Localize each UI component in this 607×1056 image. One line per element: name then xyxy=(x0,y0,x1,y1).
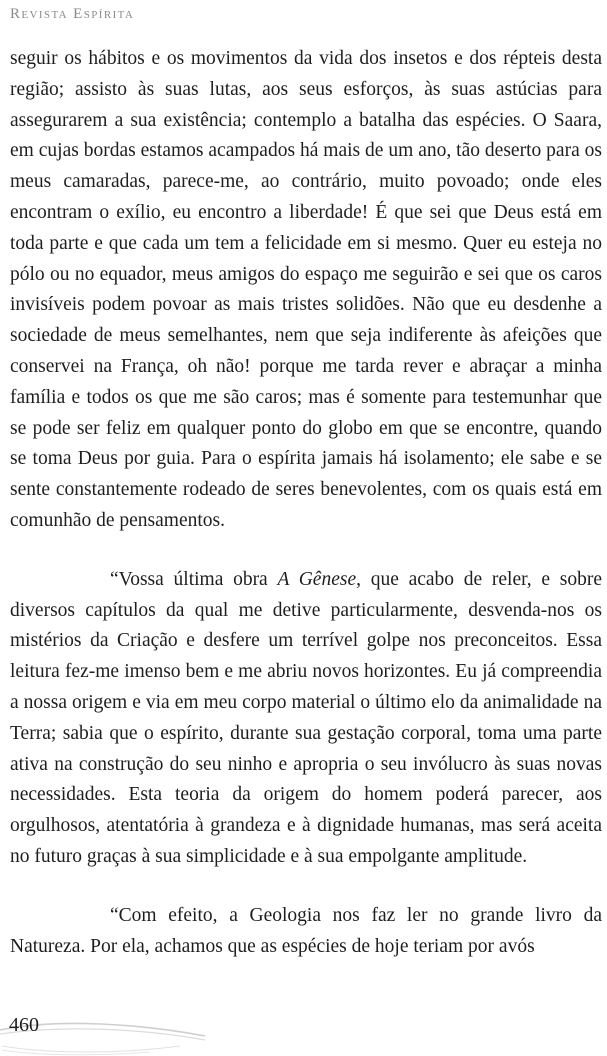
page-number: 460 xyxy=(9,1014,39,1036)
running-head: Revista Espírita xyxy=(10,6,135,22)
paragraph-gap xyxy=(10,873,602,901)
paragraph-3: “Com efeito, a Geologia nos faz ler no grande livro da Natureza. Por ela, achamos que as espécies de hoje teriam por avós xyxy=(10,904,602,957)
paragraph-2 xyxy=(10,565,602,873)
paragraph-1: seguir os hábitos e os movimentos da vida dos insetos e dos répteis desta região; assisto às suas lutas, aos seus esforços, às suas astúcias para assegurarem a sua existência; contemplo a batalha das espécies. O Saara, em cujas bordas estamos acampados há mais de um ano, tão deserto para os meus camaradas, parece-me, ao contrário, muito povoado; onde eles encontram o exílio, eu encontro a liberdade! É que sei que Deus está em toda parte e que cada um tem a felicidade em si mesmo. Quer eu esteja no pólo ou no equador, meus amigos do espaço me seguirão e sei que os caros invisíveis podem povoar as mais tristes solidões. Não que eu desdenhe a sociedade de meus semelhantes, nem que seja indiferente às afeições que conservei na França, oh não! porque me tarda rever e abraçar a minha família e todos os que me são caros; mas é somente para testemunhar que se pode ser feliz em qualquer ponto do globo em que se encontre, quando se toma Deus por guia. Para o espírita jamais há isolamento; ele sabe e se sente constantemente rodeado de seres benevolentes, com os quais está em comunhão de pensamentos. xyxy=(10,48,602,531)
page-body xyxy=(10,44,602,962)
footer-swoosh-icon xyxy=(0,1010,607,1056)
paragraph-2-lead: “Vossa última obra xyxy=(110,568,278,590)
book-title: A Gênese xyxy=(277,568,357,590)
paragraph-gap xyxy=(10,537,602,565)
page-footer xyxy=(0,1010,607,1056)
paragraph-2-rest: , que acabo de reler, e sobre diversos capítulos da qual me detive particularmente, desvenda-nos os mistérios da Criação e desfere um terrível golpe nos preconceitos. Essa leitura fez-me imenso bem e me abriu novos horizontes. Eu já compreendia a nossa origem e via em meu corpo material o último elo da animalidade na Terra; sabia que o espírito, durante sua gestação corporal, toma uma parte ativa na construção do seu ninho e apropria o seu invólucro às suas novas necessidades. Esta teoria da origem do homem poderá parecer, aos orgulhosos, atentatória à grandeza e à dignidade humanas, mas será aceita no futuro graças à sua simplicidade e à sua empolgante amplitude. xyxy=(10,568,603,867)
